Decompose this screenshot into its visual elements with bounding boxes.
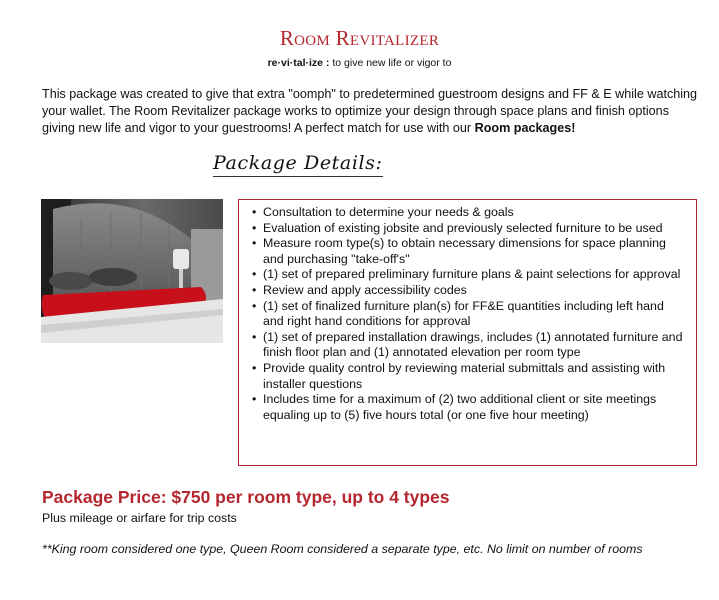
package-details-box xyxy=(238,199,697,466)
bedroom-photo xyxy=(41,199,223,343)
list-item: • Review and apply accessibility codes xyxy=(252,282,467,297)
list-item: • Measure room type(s) to obtain necessary dimensions for space planning and purchasing "take-off's" xyxy=(252,236,666,266)
package-price: Package Price: $750 per room type, up to 4 types xyxy=(42,487,450,507)
list-item: • (1) set of prepared installation drawings, includes (1) annotated furniture and finish floor plan and (1) annotated elevation per room type xyxy=(252,329,683,360)
list-item: • Evaluation of existing jobsite and previously selected furniture to be used xyxy=(252,220,663,235)
intro-bold-text: Room packages! xyxy=(474,121,576,135)
package-details-heading xyxy=(213,152,383,174)
room-type-footnote: **King room considered one type, Queen Room considered a separate type, etc. No limit on number of rooms xyxy=(42,542,643,556)
intro-text: This package was created to give that extra "oomph" to predetermined guestroom designs and FF & E while watching your wallet. The Room Revitalizer package works to optimize your design through space plans and finish options giving new life and vigor to your guestrooms! A perfect match for use with our xyxy=(42,87,698,135)
heading-underline xyxy=(213,176,383,177)
package-details-list xyxy=(239,200,696,423)
list-item: • (1) set of finalized furniture plan(s) for FF&E quantities including left hand and right hand conditions for approval xyxy=(252,298,664,329)
intro-paragraph xyxy=(42,86,702,137)
trip-cost-note: Plus mileage or airfare for trip costs xyxy=(42,511,237,525)
bedroom-photo-illustration xyxy=(41,199,223,343)
list-item: • (1) set of prepared preliminary furniture plans & paint selections for approval xyxy=(252,267,681,282)
definition-term: re·vi·tal·ize : xyxy=(267,57,330,69)
definition-line xyxy=(0,57,719,69)
list-item: • Includes time for a maximum of (2) two additional client or site meetings equaling up to (5) five hours total (or one five hour meeting) xyxy=(252,392,657,422)
package-details-heading-text: Package Details: xyxy=(213,152,383,174)
list-item: • Provide quality control by reviewing material submittals and assisting with installer questions xyxy=(252,360,666,391)
list-item: • Consultation to determine your needs & goals xyxy=(252,205,514,219)
definition-text: to give new life or vigor to xyxy=(332,57,452,69)
page-title: Room Revitalizer xyxy=(279,26,440,50)
